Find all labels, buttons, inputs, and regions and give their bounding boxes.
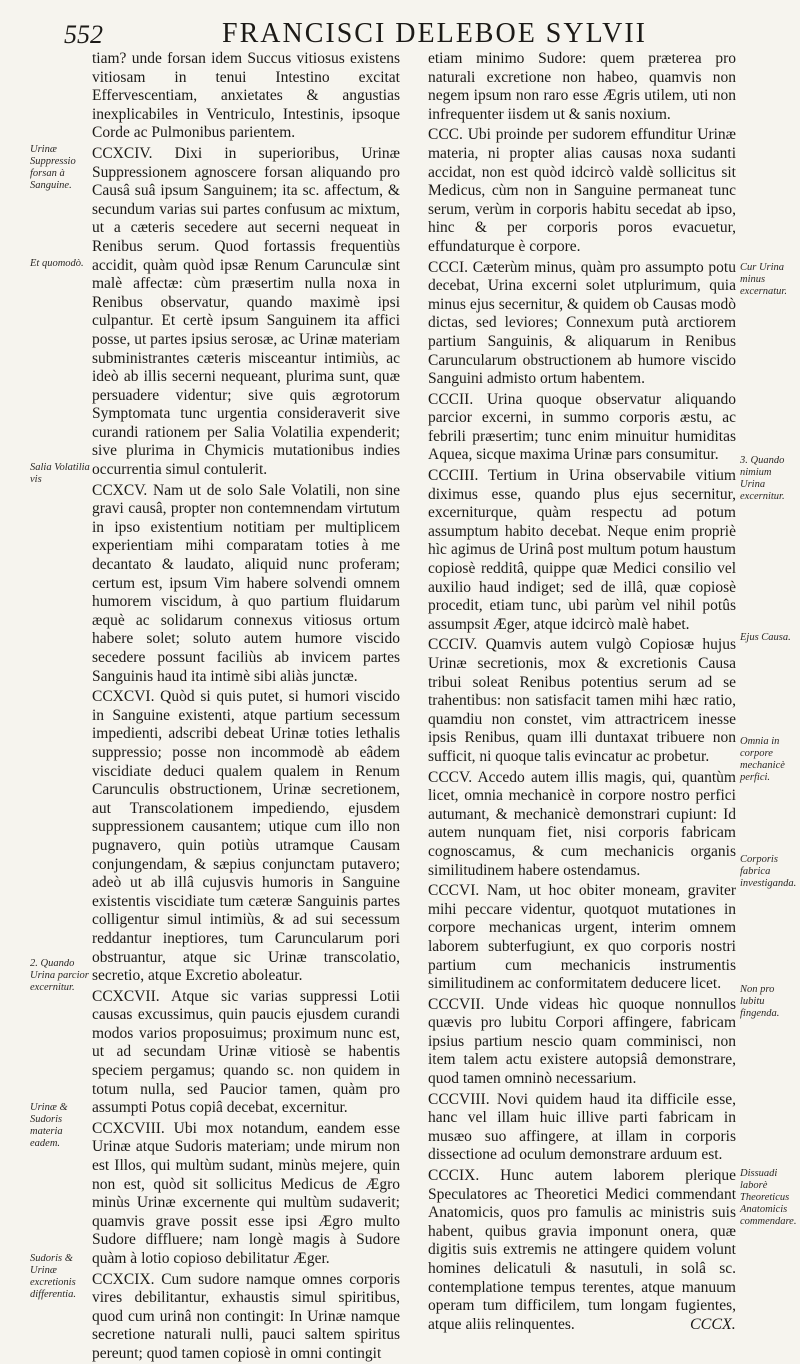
margin-note-right: Corporis fabrica investiganda. [740,854,797,889]
paragraph: CCCIX. Hunc autem laborem plerique Speculatores ac Theoretici Medici commendant Anatomicis, quos pro famulis ac ministris suis habent, quibus gravia imponunt onera, quæ digitis suis extremis ne attingere quidem volunt homines delicatuli & nasutuli, in solâ sc. contemplatione tempus terentes, atque manuum operam tum difficilem, tum longam fugientes, atque aliis relinquentes. [428,1167,736,1333]
paragraph: CCCII. Urina quoque observatur aliquando parcior excerni, in summo corporis æstu, ac febrili præsertim; tunc enim minuitur humiditas Aquea, sicque maxima Urinæ pars consumitur. [428,390,736,464]
left-column [92,50,400,1364]
right-column [428,50,736,1334]
paragraph: tiam? unde forsan idem Succus vitiosus existens vitiosam in tenui Intestino excitat Effervescentiam, anxietates & angustias inexplicabiles in Ventriculo, Intestinis, ipsoque Corde ac Pulmonibus parientem. [92,50,400,142]
paragraph: CCCIII. Tertium in Urina observabile vitium diximus esse, quando plus ejus secernitur, excerniturque, quàm respectu ad potum assumptum habito decebat. Neque enim propriè hìc agimus de Urinâ post multum potum haustum copiosè redditâ, quippe quæ Medici consilio vel auxilio haud indiget; sed de illâ, quæ copiosè procedit, etiam tunc, ubi parùm vel nihil potûs assumpsit Æger, atque idcircò malè habet. [428,467,736,633]
paragraph: etiam minimo Sudore: quem præterea pro naturali excretione non habeo, quamvis non negem ipsum non raro esse Ægris utilem, uti non infrequenter iisdem ut & sanis noxium. [428,50,736,123]
paragraph: CCCIV. Quamvis autem vulgò Copiosæ hujus Urinæ secretionis, mox & excretionis Causa tribui soleat Renibus potentius serum ad se trahentibus: non satisfacit tamen mihi hæc ratio, quamdiu non constet, vim attractricem inesse ipsis Renibus, quam illi duntaxat tribuere non sufficit, ni quoque talis evincatur ac probetur. [428,636,736,765]
margin-note-left: Urinæ Suppressio forsan à Sanguine. [30,144,76,191]
paragraph: CCXCIX. Cum sudore namque omnes corporis vires debilitantur, exhaustis simul spiritibus, quod cum urinâ non contingit: In Urinæ namque secretione naturali nulli, pauci saltem spiritus pereunt; quod tamen copiosè in omni contingit [92,1270,400,1362]
paragraph: CCCI. Cæterùm minus, quàm pro assumpto potu decebat, Urina excerni solet utplurimum, quia minus ejus secernitur, & quidem ob Causas modò dictas, sed leviores; Connexum putà arctiorem partium Sanguinis, & aliquarum in Renibus Caruncularum obstructionem ab humore viscido Sanguini admisto ortum habentem. [428,258,736,388]
margin-note-left: Urinæ & Sudoris materia eadem. [30,1102,68,1149]
paragraph: CCXCVIII. Ubi mox notandum, eandem esse Urinæ atque Sudoris materiam; unde mirum non est Illos, qui multùm sudant, minùs mejere, quin non est, quòd sit sollicitus Medicus de Ægro minùs Urinæ excernente qui multùm sudaverit; quamvis grave possit esse ipsi Ægro multo Sudore diffluere; nam longè magis à Sudore quàm à lotio copioso debilitatur Æger. [92,1119,400,1267]
margin-note-left: Salia Volatilia vis [30,462,90,485]
margin-note-right: Dissuadi laborè Theoreticus Anatomicis commendare. [740,1168,797,1227]
margin-note-left: 2. Quando Urina parcior excernitur. [30,958,89,993]
margin-note-right: Omnia in corpore mechanicè perfici. [740,736,785,783]
paragraph: CCXCIV. Dixi in superioribus, Urinæ Suppressionem agnoscere forsan aliquando pro Causâ suâ ipsum Sanguinem; ita sc. affectum, & secundum varias sui partes confusum ac mixtum, ut a cæteris secedere aut secerni nequeat in Renibus serum. Quod fortassis frequentiùs accidit, quàm quòd ipsæ Renum Carunculæ sint malè affectæ: cùm præsertim nulla noxa in Renibus observatur, quando maximè ipsi culpantur. Et certè ipsum Sanguinem ita affici posse, ut partes ipsius serosæ, ac Urinæ materiam subministrantes cæteris misceantur intimiùs, ac ideò ab illis secerni nequeant, plurima sunt, quæ persuadere videntur; sive quis ægrotorum Symptomata tunc urgentia consideraverit sive curandi rationem per Salia Volatilia expenderit; sive plurima in Chymicis mutationibus indies occurrentia simul contulerit. [92,144,400,479]
paragraph: CCXCVI. Quòd si quis putet, si humori viscido in Sanguine existenti, atque partium secessum impedienti, adscribi debeat Urinæ toties lethalis suppressio; posse non incommodè ab eâdem viscidiate deduci qualem qualem in Renum Carunculis obstructionem, Urinæ secretionem, aut Transcolationem impediendo, ejusdem suppressionem causantem; utique cum illo non pugnavero, quin potiùs utramque Causam conjungendam, & sæpius conjunctam putavero; adeò ut ab illâ cujusvis humoris in Sanguine existentis viscidiate tum cæteræ Sanguinis partes colligentur simul intimiùs, & ad sui secessum reddantur ineptiores, tum Caruncularum pori obstruantur, atque sic Urinæ transcolatio, secretio, atque Excretio aboleatur. [92,688,400,985]
paragraph: CCC. Ubi proinde per sudorem effunditur Urinæ materia, ni propter alias causas noxa sudanti accidat, non est quòd idcircò valdè sollicitus sit Medicus, cùm non in Sanguine permaneat tunc serum, verùm in corporis habitu secedat ab ipso, hinc & per corporis poros evacuetur, effundaturque è corpore. [428,126,736,255]
paragraph: CCCVIII. Novi quidem haud ita difficile esse, hanc vel illam huic illive parti fabricam in musæo suo affingere, at illam in corporis dissectione ad oculum demonstrare arduum est. [428,1090,736,1164]
catchword: CCCX. [690,1316,736,1333]
paragraph: CCXCV. Nam ut de solo Sale Volatili, non sine gravi causâ, propter non contemnendam virtutum in ipso existentium notitiam per multiplicem experientiam mihi comparatam toties à me decantato & laudato, aliquid nunc proferam; certum est, ipsum Vim habere solvendi omnem humorem viscidum, à quo partium fluidarum æquè ac solidarum connexus vitiosus ortum habere solet; soluto autem humore viscido secedere possunt faciliùs ab invicem partes Sanguinis haud ita intimè sibi aliàs junctæ. [92,481,400,685]
page-number: 552 [64,20,103,49]
margin-note-right: Cur Urina minus excernatur. [740,262,787,297]
paragraph: CCCVI. Nam, ut hoc obiter moneam, graviter mihi peccare videntur, quotquot mutationes in corpore mechanicas urgent, interim omnem laborem subterfugiunt, ex quo corporis nostri partium cum mechanicis instrumentis similitudinem ac conformitatem deducere licet. [428,882,736,993]
margin-note-left: Et quomodò. [30,258,84,269]
paragraph: CCCVII. Unde videas hìc quoque nonnullos quævis pro lubitu Corpori affingere, fabricam ipsius partium nescio quam comminisci, non item talem actu existere autopsiâ demonstrare, quod tamen omninò necessarium. [428,995,736,1088]
margin-note-right: 3. Quando nimium Urina excernitur. [740,455,785,502]
margin-note-left: Sudoris & Urinæ excretionis differentia. [30,1253,76,1300]
paragraph: CCCV. Accedo autem illis magis, qui, quantùm licet, omnia mechanicè in corpore nostro perfici autumant, & mechanicè demonstrari cupiunt: Id autem nunquam fiet, nisi corporis fabricam cognoscamus, & cum mechanicis organis similitudinem habere ostendamus. [428,768,736,879]
paragraph: CCXCVII. Atque sic varias suppressi Lotii causas excussimus, quin paucis ejusdem curandi modos varios proposuimus; proximum nunc est, ut ad secundam Urinæ vitiosè se habentis speciem pergamus; quando sc. non quidem in totum nulla, sed Paucior tamen, quàm pro assumpti Potus copiâ decebat, excernitur. [92,987,400,1117]
running-head: FRANCISCI DELEBOE SYLVII [222,18,647,49]
margin-note-right: Ejus Causa. [740,632,791,643]
margin-note-right: Non pro lubitu fingenda. [740,984,780,1019]
